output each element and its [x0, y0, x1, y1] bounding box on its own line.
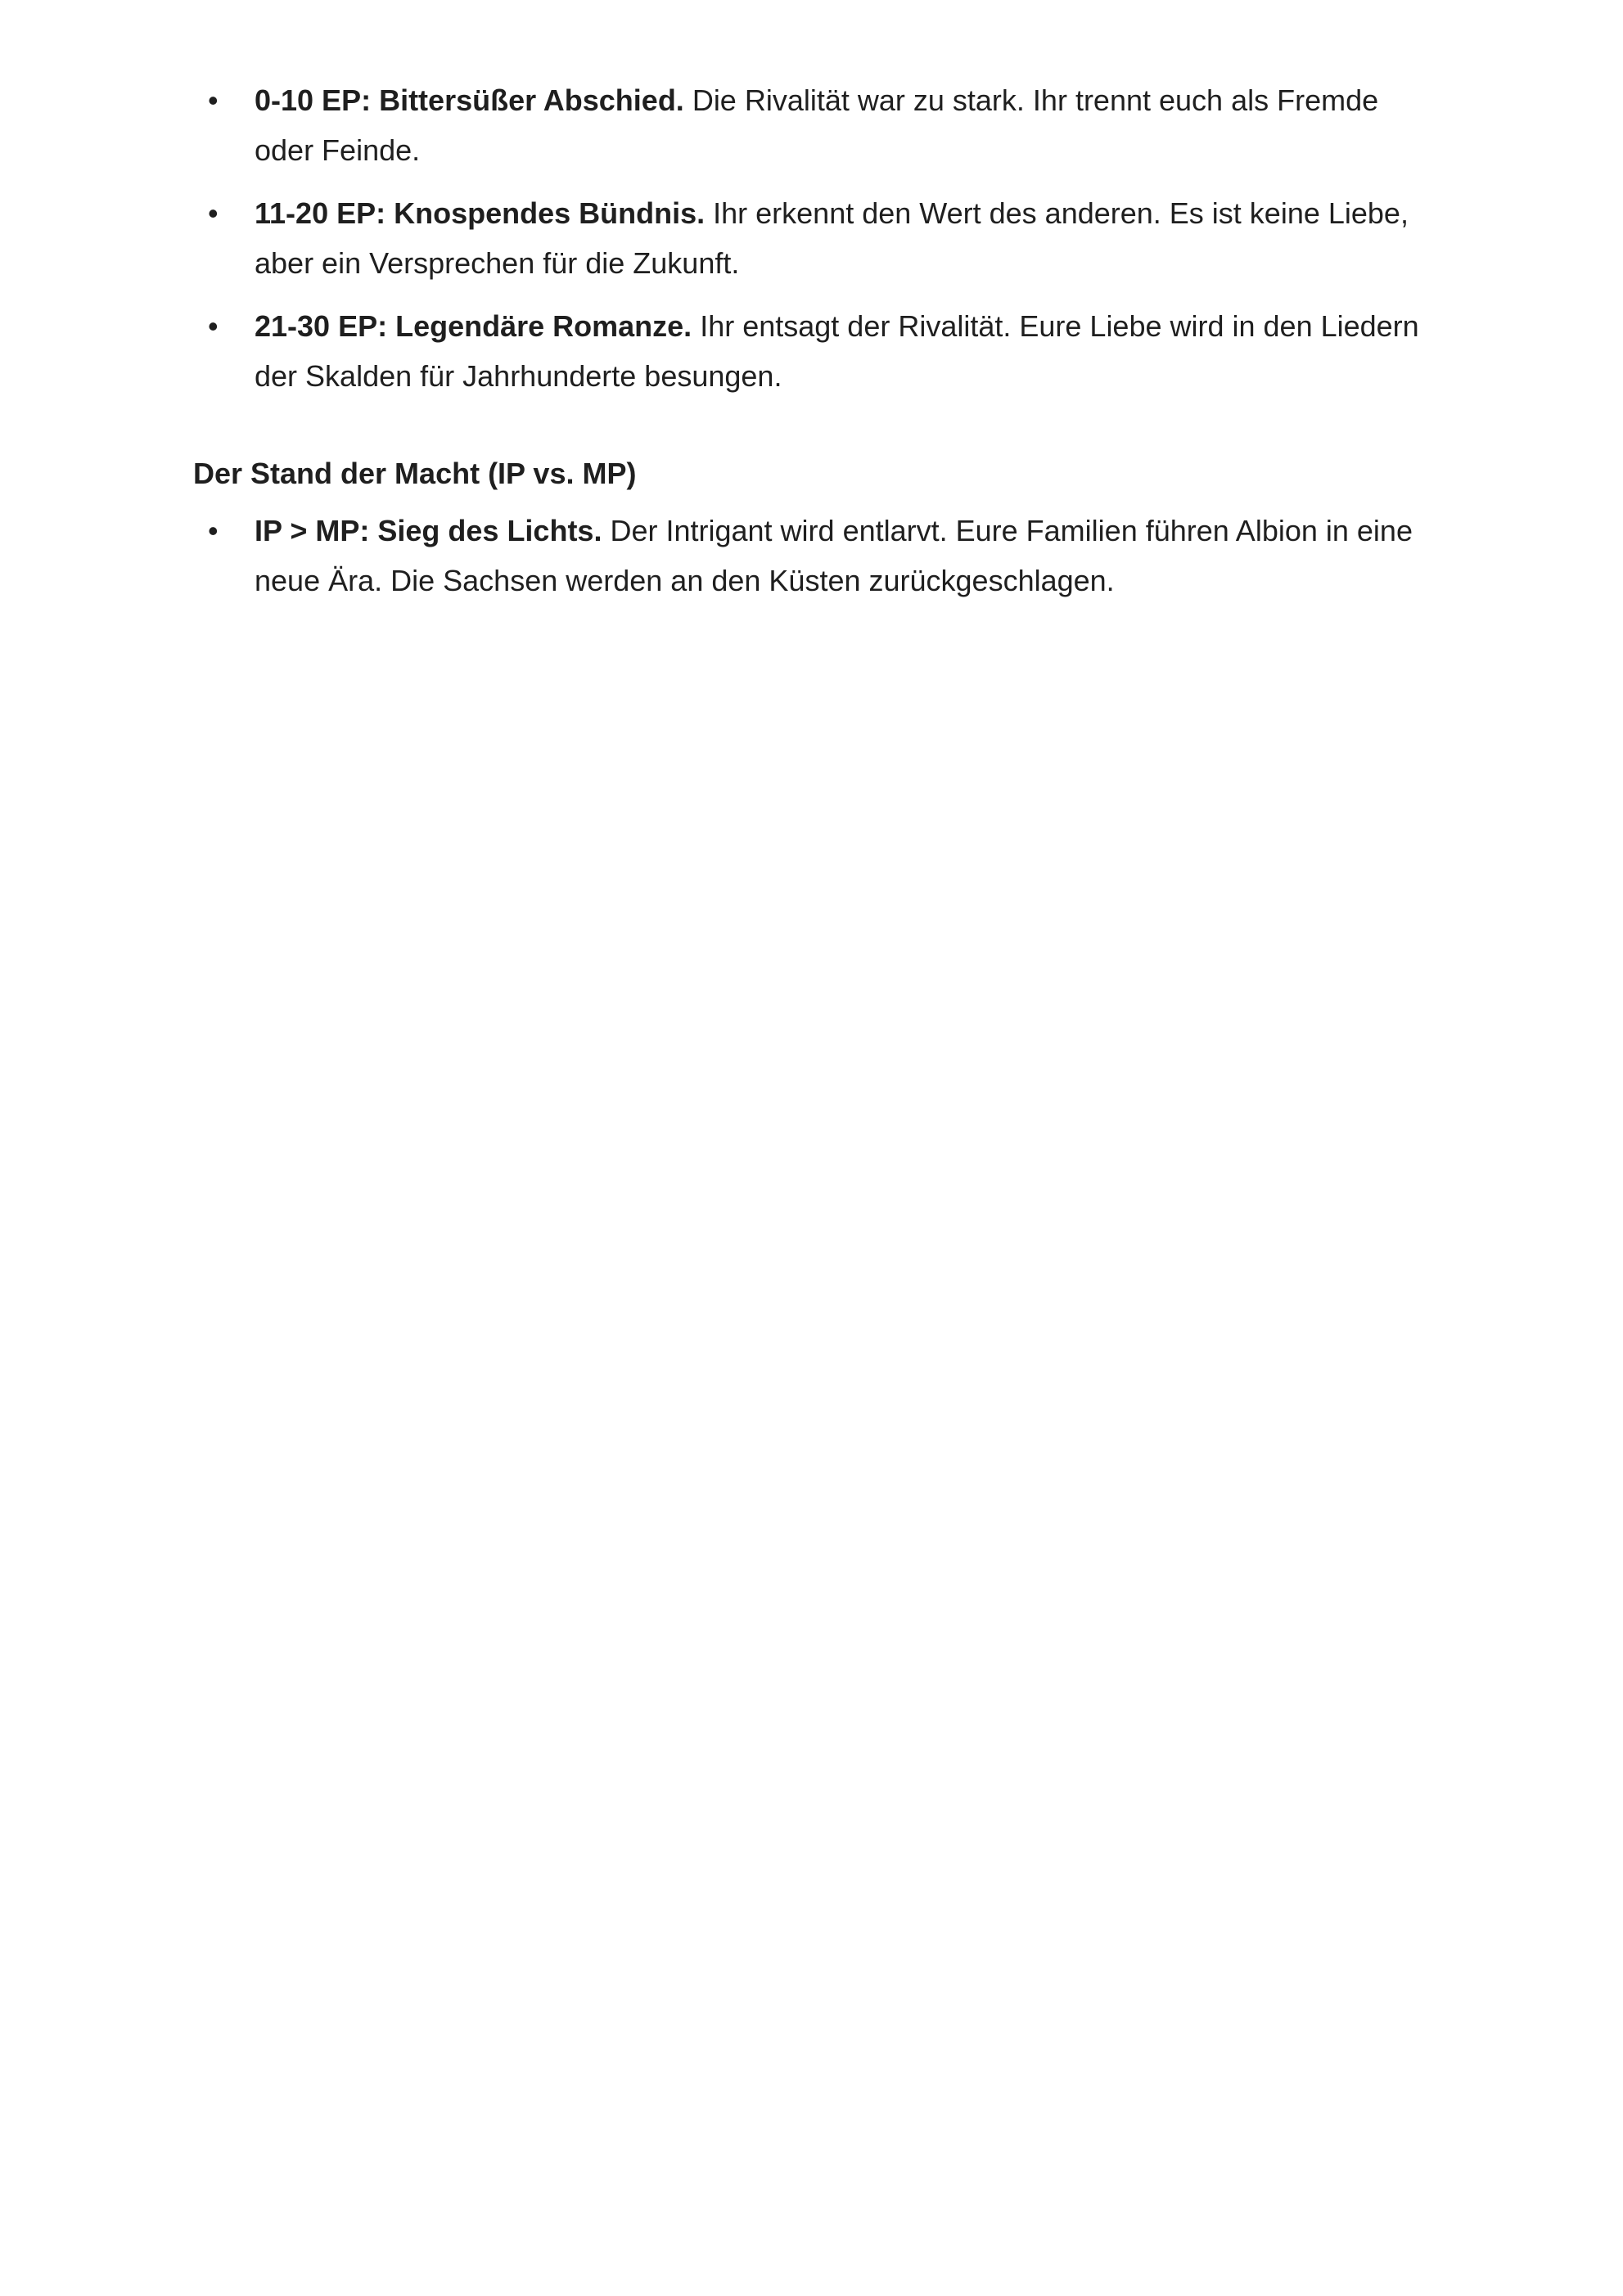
bullet-icon: •	[208, 514, 219, 547]
relationship-outcomes-list	[193, 75, 1437, 414]
list-item	[193, 301, 1437, 401]
list-item	[193, 506, 1437, 606]
bullet-icon: •	[208, 196, 219, 230]
item-lead: 21-30 EP: Legendäre Romanze.	[255, 309, 692, 343]
item-lead: 11-20 EP: Knospendes Bündnis.	[255, 196, 706, 230]
item-lead: IP > MP: Sieg des Lichts.	[255, 514, 602, 547]
item-text: Die Rivalität war zu stark. Ihr trennt euch als Fremde oder Feinde.	[255, 83, 1379, 167]
item-text: Ihr erkennt den Wert des anderen. Es ist keine Liebe, aber ein Versprechen für die Zukunft.	[255, 196, 1409, 280]
item-text: Der Intrigant wird entlarvt. Eure Familien führen Albion in eine neue Ära. Die Sachsen werden an den Küsten zurückgeschlagen.	[255, 514, 1413, 597]
item-text: Ihr entsagt der Rivalität. Eure Liebe wird in den Liedern der Skalden für Jahrhunderte besungen.	[255, 309, 1419, 393]
list-item	[193, 75, 1437, 175]
list-item	[193, 188, 1437, 288]
section-heading: Der Stand der Macht (IP vs. MP)	[193, 457, 637, 490]
bullet-icon: •	[208, 309, 219, 343]
power-outcomes-list	[193, 506, 1437, 619]
bullet-icon: •	[208, 83, 219, 117]
item-lead: 0-10 EP: Bittersüßer Abschied.	[255, 83, 684, 117]
